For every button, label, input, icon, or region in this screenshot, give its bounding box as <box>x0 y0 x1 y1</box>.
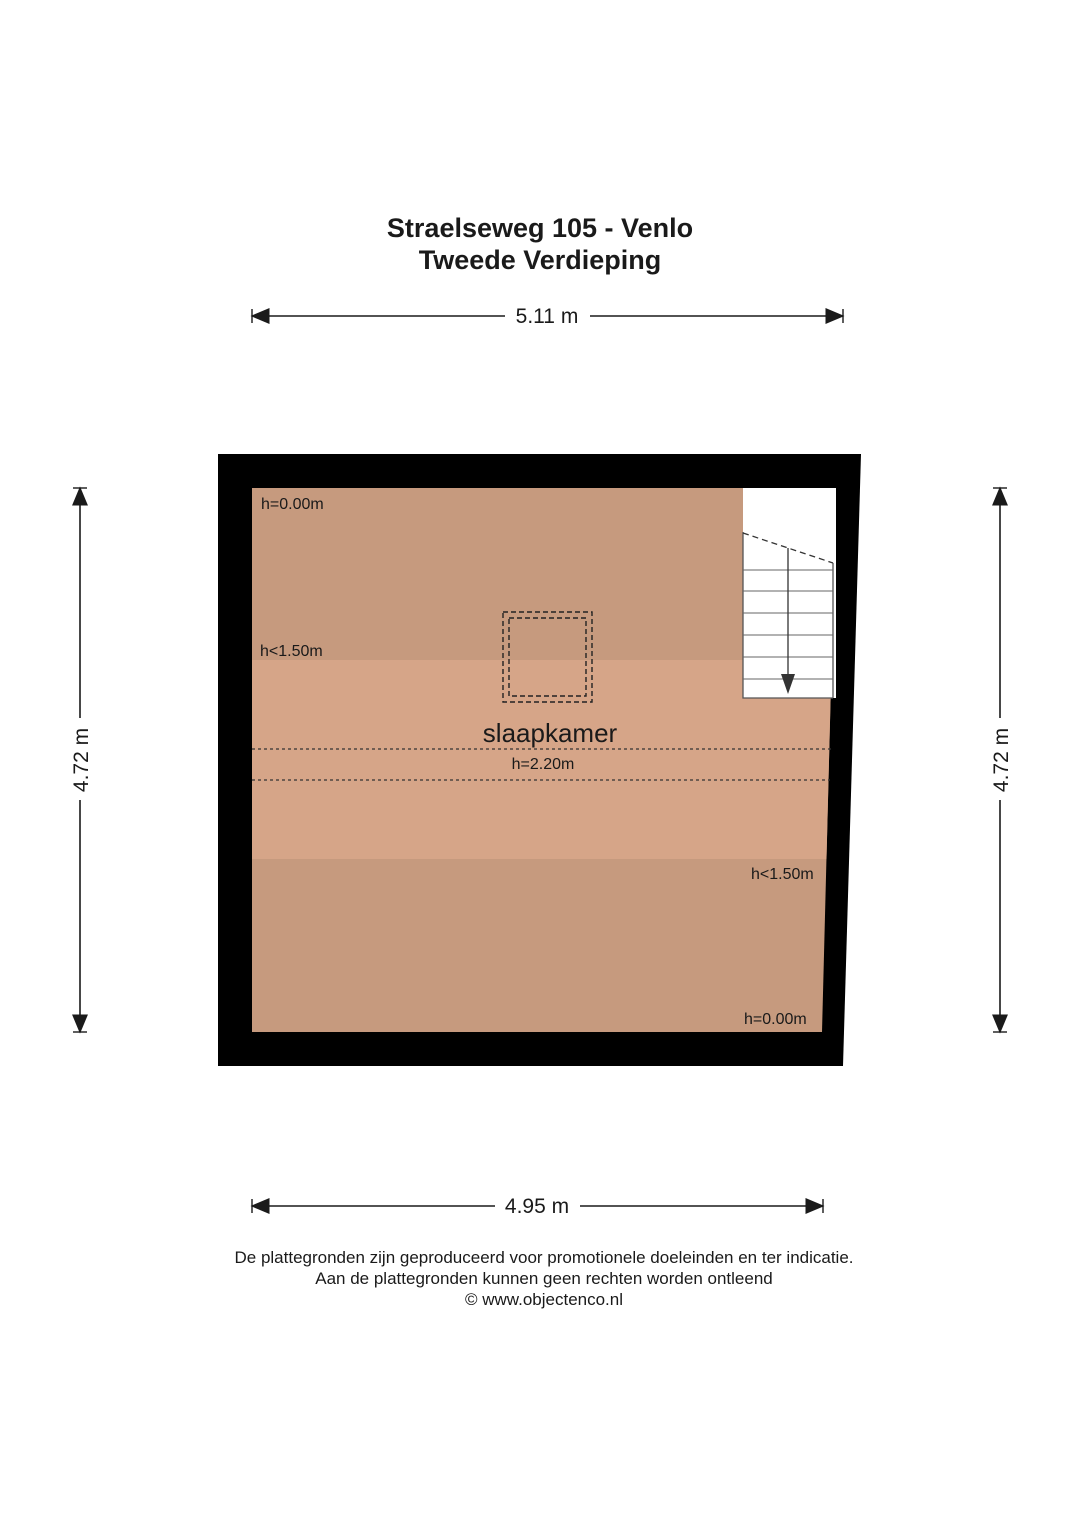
floor-name: Tweede Verdieping <box>418 245 662 275</box>
height-label-top-edge: h=0.00m <box>261 496 324 513</box>
staircase <box>743 488 836 698</box>
copyright-link[interactable]: © www.objectenco.nl <box>464 1290 624 1309</box>
height-label-bottom-edge: h=0.00m <box>744 1011 807 1028</box>
height-label-bottom-slope: h<1.50m <box>751 866 814 883</box>
bottom-dimension <box>252 1195 823 1218</box>
disclaimer-line-2: Aan de plattegronden kunnen geen rechten worden ontleend <box>315 1269 773 1288</box>
top-dimension <box>252 305 843 328</box>
left-dimension <box>70 488 93 1032</box>
top-dimension-label: 5.11 m <box>515 305 579 328</box>
right-dimension-label: 4.72 m <box>990 727 1013 793</box>
left-dimension-label: 4.72 m <box>70 727 93 793</box>
plan-title: Straelseweg 105 - Venlo <box>386 213 694 243</box>
disclaimer-line-1: De plattegronden zijn geproduceerd voor promotionele doeleinden en ter indicatie. <box>234 1248 854 1267</box>
room-height-center: h=2.20m <box>511 756 575 773</box>
room-name: slaapkamer <box>482 718 618 748</box>
height-label-top-slope: h<1.50m <box>260 643 323 660</box>
right-dimension <box>990 488 1013 1032</box>
bottom-dimension-label: 4.95 m <box>504 1195 570 1218</box>
